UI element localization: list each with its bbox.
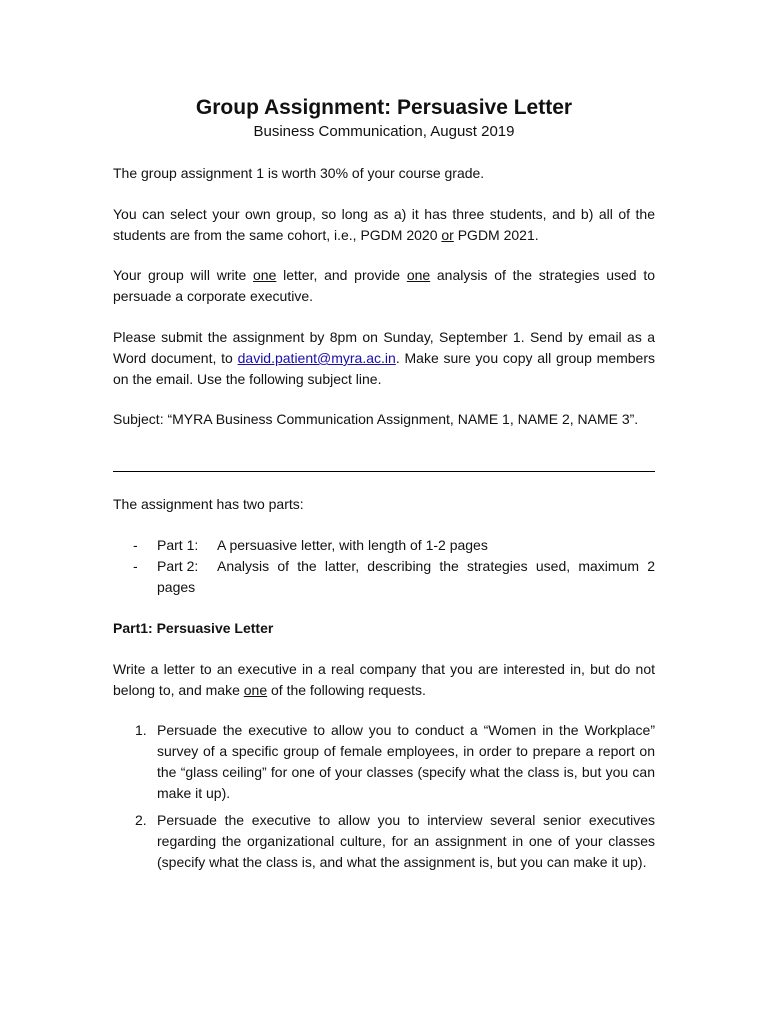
requests-list [113, 720, 655, 879]
list-item [113, 810, 655, 873]
deliverables-one-underlined-1: one [253, 267, 277, 283]
dash-bullet: - [133, 537, 138, 553]
list-item [113, 535, 655, 556]
list-number: 1. [135, 722, 147, 738]
groups-text-b: PGDM 2021. [453, 227, 539, 243]
email-link[interactable]: david.patient@myra.ac.in [237, 350, 396, 366]
request-text: Persuade the executive to allow you to conduct a “Women in the Workplace” survey of a specific group of female employees, in order to prepare a report on the “glass ceiling” for one of your classes (specify what the class is, but you can make it up). [157, 722, 655, 801]
parts-list [113, 535, 655, 598]
deliverables-text-c: analysis of the strategies used to persuade a corporate executive. [113, 267, 655, 304]
deliverables-one-underlined-2: one [406, 267, 431, 283]
deliverables-text-a: Your group will write [113, 267, 254, 283]
submission-text-a: Please submit the assignment by 8pm on Sunday, September 1. Send by email as a Word document, to [113, 329, 655, 366]
list-item [113, 720, 655, 804]
intro-paragraph-submission [113, 327, 655, 390]
request-text: Persuade the executive to allow you to interview several senior executives regarding the organizational culture, for an assignment in one of your classes (specify what the class is, and what the assignment is, but you can make it up). [157, 812, 655, 870]
deliverables-text-b: letter, and provide [276, 267, 407, 283]
part-label: Part 1: [157, 537, 199, 553]
intro-paragraph-groups [113, 204, 655, 246]
part1-intro [113, 659, 655, 701]
part-text: Analysis of the latter, describing the strategies used, maximum 2 pages [157, 558, 655, 595]
dash-bullet: - [133, 558, 138, 574]
part-label: Part 2: [157, 558, 199, 574]
groups-or-underlined: or [441, 227, 454, 243]
part1-one-underlined: one [243, 682, 268, 698]
list-number: 2. [135, 812, 147, 828]
subject-line: Subject: “MYRA Business Communication Assignment, NAME 1, NAME 2, NAME 3”. [113, 411, 639, 427]
horizontal-divider [113, 471, 655, 472]
document-subtitle: Business Communication, August 2019 [253, 123, 515, 140]
list-item [113, 556, 655, 598]
document-title: Group Assignment: Persuasive Letter [195, 96, 573, 119]
part1-intro-text-b: of the following requests. [267, 682, 426, 698]
submission-text-b: . Make sure you copy all group members on the email. Use the following subject line. [113, 350, 656, 387]
part-text: A persuasive letter, with length of 1-2 pages [217, 537, 488, 553]
parts-intro: The assignment has two parts: [113, 496, 304, 512]
part1-intro-text-a: Write a letter to an executive in a real company that you are interested in, but do not belong to, and make [113, 661, 655, 698]
intro-paragraph-deliverables [113, 265, 655, 307]
groups-text-a: You can select your own group, so long as a) it has three students, and b) all of the students are from the same cohort, i.e., PGDM 2020 [113, 206, 655, 243]
intro-paragraph-grade: The group assignment 1 is worth 30% of your course grade. [113, 165, 485, 181]
section-heading: Part1: Persuasive Letter [113, 620, 274, 636]
